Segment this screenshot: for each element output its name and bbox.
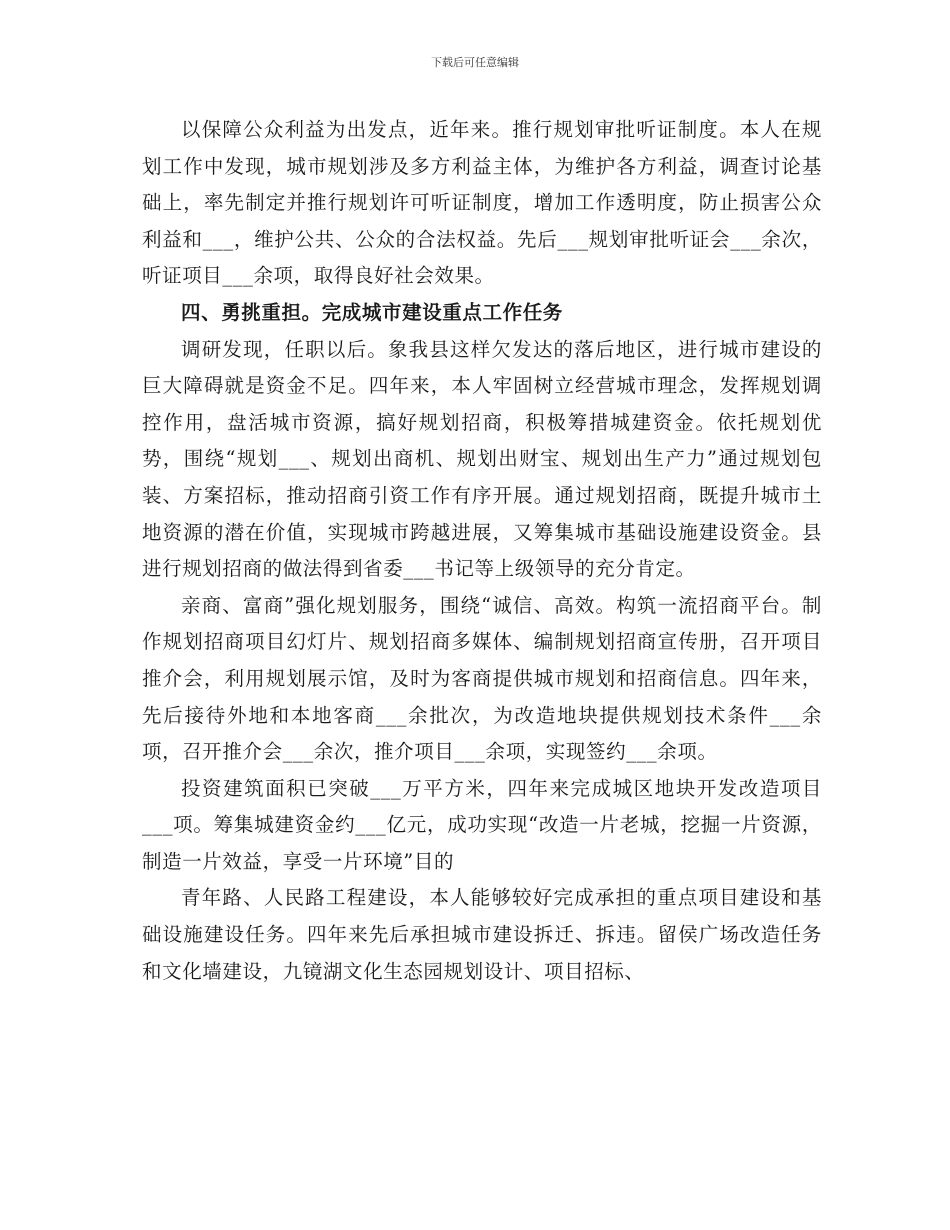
page-header: 下载后可任意编辑	[431, 56, 519, 69]
paragraph-investment-platform: 亲商、富商”强化规划服务，围绕“诚信、高效。构筑一流招商平台。制作规划招商项目幻灯片、规划招商多媒体、编制规划招商宣传册，召开项目推介会，利用规划展示馆，及时为客商提供城市规划和招商信息。四年来，先后接待外地和本地客商___余批次，为改造地块提供规划技术条件___余项，召开推介会___余次，推介项目___余项，实现签约___余项。	[142, 593, 822, 764]
section-heading-four: 四、勇挑重担。完成城市建设重点工作任务	[181, 300, 563, 324]
paragraph-key-projects: 青年路、人民路工程建设，本人能够较好完成承担的重点项目建设和基础设施建设任务。四年来先后承担城市建设拆迁、拆违。留侯广场改造任务和文化墙建设，九镜湖文化生态园规划设计、项目招标、	[142, 886, 822, 983]
document-body	[142, 112, 822, 990]
paragraph-public-interest: 以保障公众利益为出发点，近年来。推行规划审批听证制度。本人在规划工作中发现，城市规划涉及多方利益主体，为维护各方利益，调查讨论基础上，率先制定并推行规划许可听证制度，增加工作透明度，防止损害公众利益和___，维护公共、公众的合法权益。先后___规划审批听证会___余次，听证项目___余项，取得良好社会效果。	[142, 118, 822, 288]
paragraph-funding: 调研发现，任职以后。象我县这样欠发达的落后地区，进行城市建设的巨大障碍就是资金不足。四年来，本人牢固树立经营城市理念，发挥规划调控作用，盘活城市资源，搞好规划招商，积极筹措城建资金。依托规划优势，围绕“规划___、规划出商机、规划出财宝、规划出生产力”通过规划包装、方案招标，推动招商引资工作有序开展。通过规划招商，既提升城市土地资源的潜在价值，实现城市跨越进展，又筹集城市基础设施建设资金。县进行规划招商的做法得到省委___书记等上级领导的充分肯定。	[142, 337, 822, 581]
paragraph-construction-area: 投资建筑面积已突破___万平方米，四年来完成城区地块开发改造项目___项。筹集城建资金约___亿元，成功实现“改造一片老城，挖掘一片资源，制造一片效益，享受一片环境”目的	[142, 776, 822, 873]
